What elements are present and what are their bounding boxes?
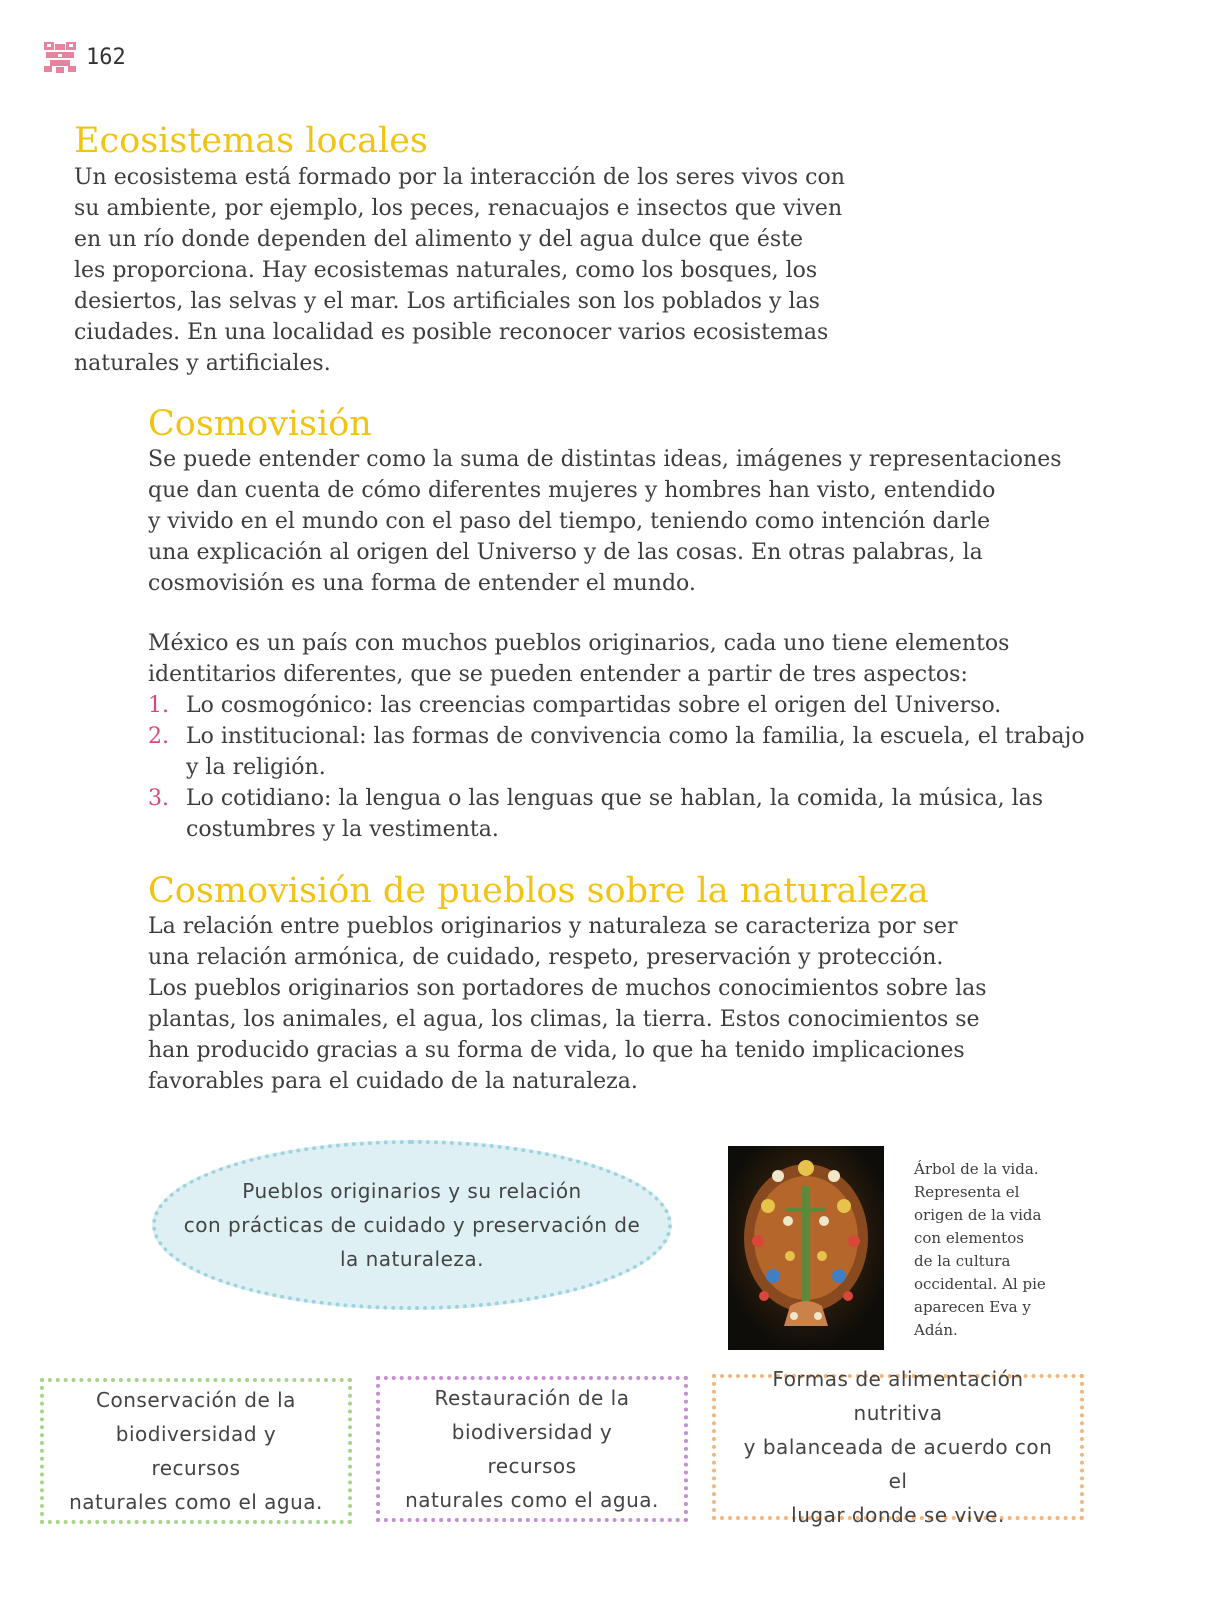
text-line: plantas, los animales, el agua, los climas, la tierra. Estos conocimientos se [148, 1007, 980, 1032]
concept-box-text [404, 1381, 660, 1517]
caption-line: Representa el [914, 1183, 1020, 1201]
concept-box-alimentacion [712, 1367, 1084, 1527]
text-line: y la religión. [186, 755, 326, 780]
text-line: Lo cosmogónico: las creencias compartidas sobre el origen del Universo. [186, 693, 1002, 718]
text-line: costumbres y la vestimenta. [186, 817, 499, 842]
naturaleza-paragraph [148, 911, 1178, 1097]
text-line: en un río donde dependen del alimento y del agua dulce que éste [74, 227, 804, 252]
concept-oval [152, 1140, 672, 1310]
text-line: Pueblos originarios y su relación [242, 1179, 582, 1203]
text-line: México es un país con muchos pueblos originarios, cada uno tiene elementos [148, 631, 1010, 656]
text-line: una explicación al origen del Universo y de las cosas. En otras palabras, la [148, 540, 983, 565]
list-item [148, 783, 1178, 845]
concept-box-restauracion [376, 1376, 688, 1522]
text-line: ciudades. En una localidad es posible reconocer varios ecosistemas [74, 320, 829, 345]
text-line: les proporciona. Hay ecosistemas naturales, como los bosques, los [74, 258, 818, 283]
text-line: identitarios diferentes, que se pueden entender a partir de tres aspectos: [148, 662, 968, 687]
arbol-de-la-vida-image [728, 1146, 884, 1350]
pre-hispanic-glyph-icon [42, 40, 78, 74]
list-item [148, 690, 1178, 721]
list-number: 1. [148, 693, 169, 718]
text-line: y vivido en el mundo con el paso del tiempo, teniendo como intención darle [148, 509, 991, 534]
text-line: biodiversidad y recursos [115, 1422, 277, 1480]
caption-line: Adán. [914, 1321, 958, 1339]
text-line: una relación armónica, de cuidado, respeto, preservación y protección. [148, 945, 944, 970]
text-line: la naturaleza. [339, 1247, 485, 1271]
text-line: con prácticas de cuidado y preservación de [183, 1213, 641, 1237]
ecosistemas-paragraph [74, 162, 894, 379]
text-line: naturales y artificiales. [74, 351, 331, 376]
text-line: que dan cuenta de cómo diferentes mujeres y hombres han visto, entendido [148, 478, 996, 503]
section-title-naturaleza: Cosmovisión de pueblos sobre la naturaleza [148, 871, 929, 911]
text-line: Conservación de la [96, 1388, 296, 1412]
aspects-list [148, 690, 1178, 845]
text-line: biodiversidad y recursos [451, 1420, 613, 1478]
text-line: Un ecosistema está formado por la interacción de los seres vivos con [74, 165, 845, 190]
page-number: 162 [86, 44, 126, 70]
cosmovision-paragraph-1 [148, 444, 1178, 599]
concept-oval-text [184, 1174, 641, 1276]
text-line: Lo cotidiano: la lengua o las lenguas que se hablan, la comida, la música, las [186, 786, 1044, 811]
text-line: Se puede entender como la suma de distintas ideas, imágenes y representaciones [148, 447, 1062, 472]
text-line: Formas de alimentación nutritiva [772, 1367, 1024, 1425]
caption-line: de la cultura [914, 1252, 1011, 1270]
text-line: La relación entre pueblos originarios y naturaleza se caracteriza por ser [148, 914, 958, 939]
text-line: y balanceada de acuerdo con el [743, 1435, 1053, 1493]
caption-line: con elementos [914, 1229, 1024, 1247]
caption-line: Árbol de la vida. [914, 1160, 1039, 1178]
cosmovision-paragraph-2 [148, 628, 1178, 845]
list-item [148, 721, 1178, 783]
section-title-cosmovision: Cosmovisión [148, 404, 372, 444]
text-line: favorables para el cuidado de la naturaleza. [148, 1069, 638, 1094]
tree-of-life-illustration [728, 1146, 884, 1350]
text-line: desiertos, las selvas y el mar. Los artificiales son los poblados y las [74, 289, 820, 314]
concept-box-text [68, 1383, 324, 1519]
list-number: 3. [148, 786, 169, 811]
concept-box-conservacion [40, 1378, 352, 1524]
text-line: naturales como el agua. [69, 1490, 323, 1514]
text-line: Los pueblos originarios son portadores de muchos conocimientos sobre las [148, 976, 987, 1001]
caption-line: origen de la vida [914, 1206, 1042, 1224]
text-line: naturales como el agua. [405, 1488, 659, 1512]
text-line: han producido gracias a su forma de vida, lo que ha tenido implicaciones [148, 1038, 965, 1063]
caption-line: occidental. Al pie [914, 1275, 1046, 1293]
caption-line: aparecen Eva y [914, 1298, 1031, 1316]
text-line: Lo institucional: las formas de convivencia como la familia, la escuela, el trabajo [186, 724, 1085, 749]
image-caption [914, 1158, 1114, 1342]
text-line: cosmovisión es una forma de entender el mundo. [148, 571, 696, 596]
text-line: lugar donde se vive. [791, 1503, 1005, 1527]
section-title-ecosistemas: Ecosistemas locales [74, 121, 428, 161]
concept-box-text [740, 1362, 1056, 1532]
list-number: 2. [148, 724, 169, 749]
text-line: su ambiente, por ejemplo, los peces, renacuajos e insectos que viven [74, 196, 843, 221]
page-header [42, 40, 126, 74]
text-line: Restauración de la [434, 1386, 630, 1410]
